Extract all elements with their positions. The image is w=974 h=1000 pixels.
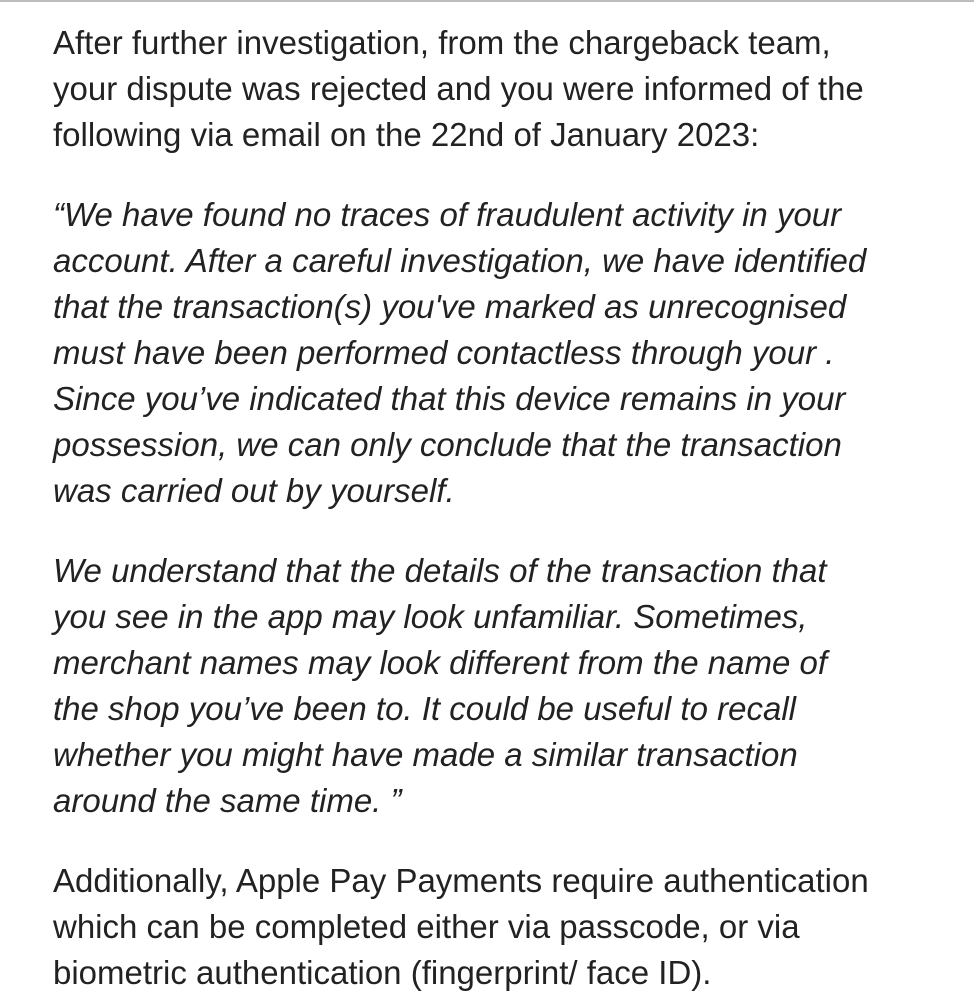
text-line: possession, we can only conclude that the transaction [53,426,842,463]
text-line: that the transaction(s) you've marked as unrecognised [53,288,847,325]
text-line: your dispute was rejected and you were informed of the [53,70,864,107]
text-line: merchant names may look different from the name of [53,644,828,681]
text-line: following via email on the 22nd of January 2023: [53,116,760,153]
text-line: Additionally, Apple Pay Payments require authentication [53,862,869,899]
intro-paragraph [53,20,933,158]
text-line: which can be completed either via passcode, or via [53,908,800,945]
apple-pay-paragraph [53,858,933,996]
top-divider [0,0,974,2]
text-line: you see in the app may look unfamiliar. Sometimes, [53,598,808,635]
quoted-email-paragraph-2 [53,548,933,824]
text-line: Since you’ve indicated that this device remains in your [53,380,846,417]
text-line: whether you might have made a similar transaction [53,736,798,773]
text-line: was carried out by yourself. [53,472,455,509]
text-line: around the same time. ” [53,782,402,819]
text-line: “We have found no traces of fraudulent activity in your [53,196,842,233]
text-line: After further investigation, from the chargeback team, [53,24,831,61]
text-line: must have been performed contactless through your . [53,334,835,371]
text-line: the shop you’ve been to. It could be useful to recall [53,690,796,727]
text-line: We understand that the details of the transaction that [53,552,827,589]
text-line: account. After a careful investigation, we have identified [53,242,867,279]
text-line: biometric authentication (fingerprint/ face ID). [53,954,712,991]
document-body [53,20,933,996]
quoted-email-paragraph-1 [53,192,933,514]
